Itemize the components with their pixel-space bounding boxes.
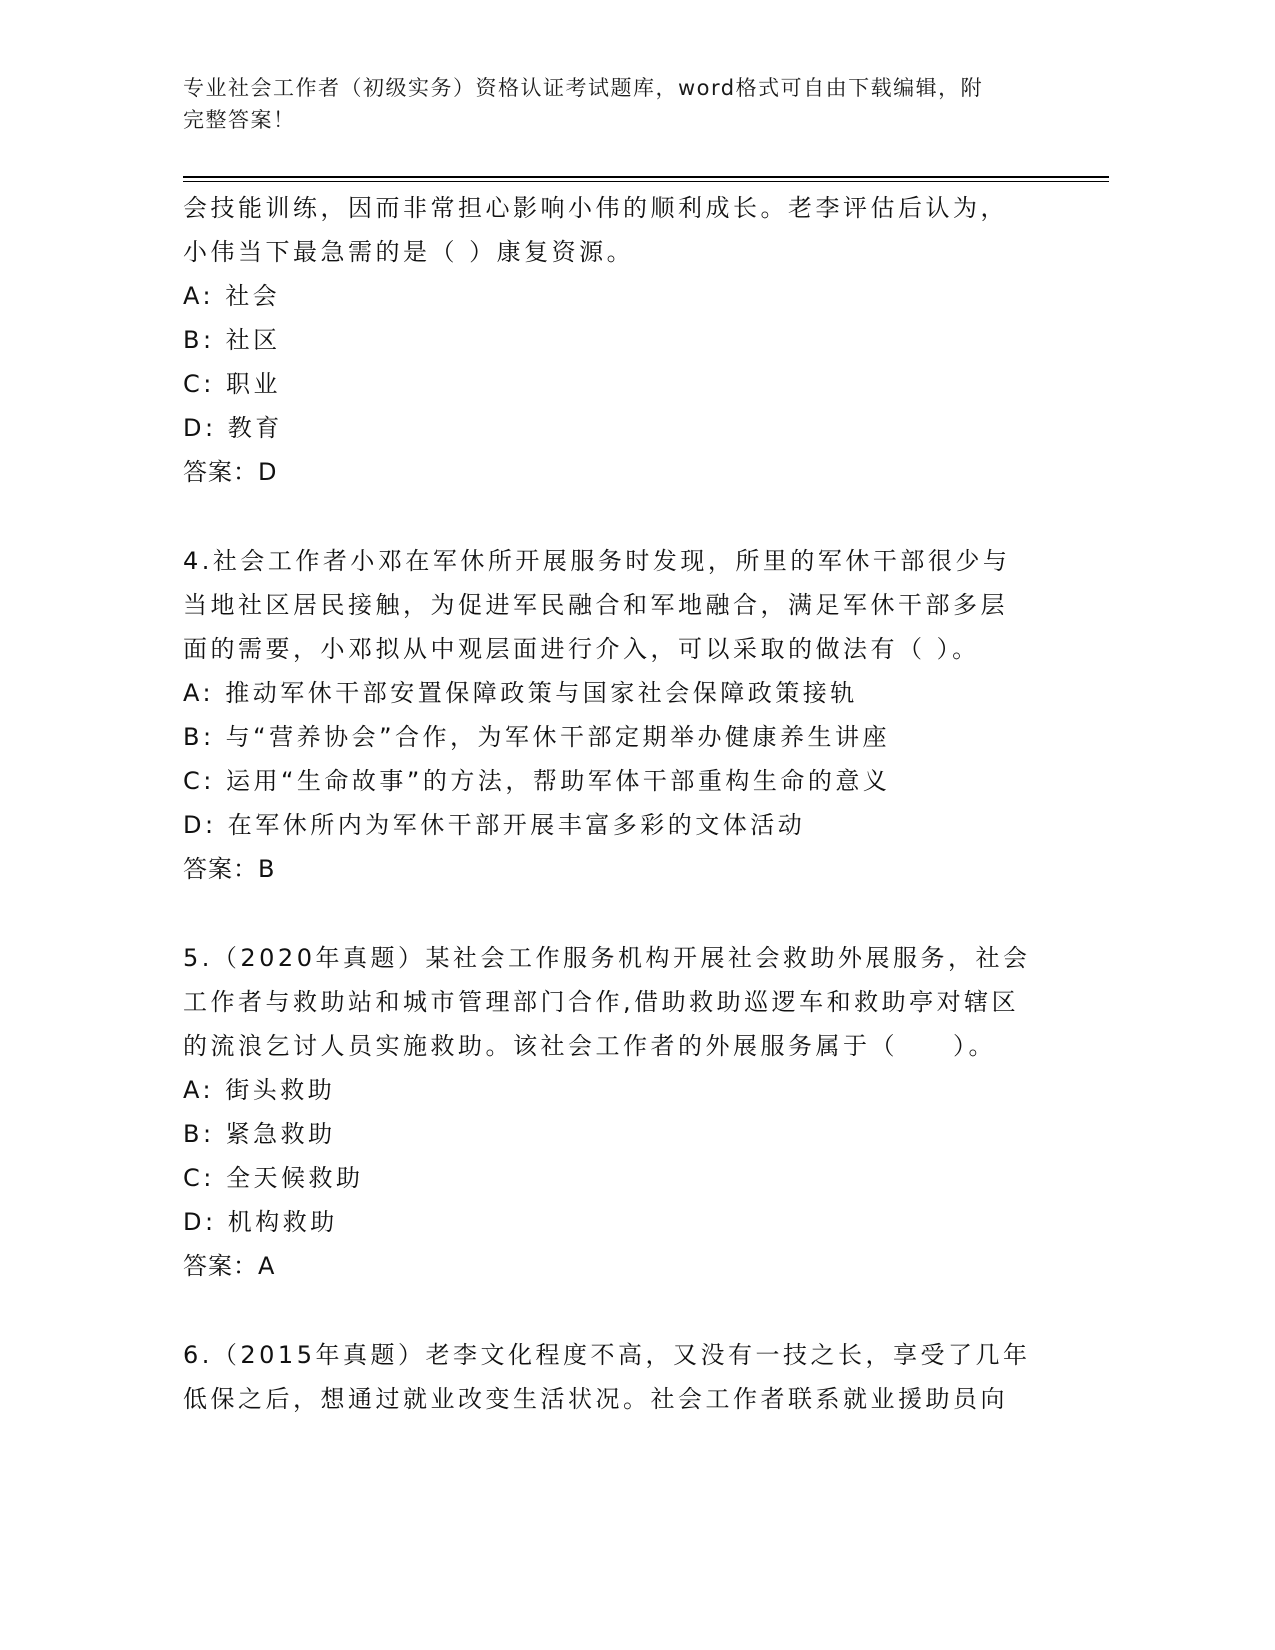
question-5: [183, 936, 1063, 1288]
page-header: [183, 72, 1063, 136]
answer-line: 答案：A: [183, 1252, 276, 1280]
option-d: D: 机构救助: [183, 1208, 338, 1236]
option-c: C: 运用“生命故事”的方法，帮助军体干部重构生命的意义: [183, 767, 891, 795]
question-stem-line: 6.（2015年真题）老李文化程度不高，又没有一技之长，享受了几年: [183, 1341, 1031, 1369]
header-divider-thick: [183, 176, 1109, 178]
question-stem-line: 4.社会工作者小邓在军休所开展服务时发现，所里的军休干部很少与: [183, 547, 1011, 575]
question-content: [183, 186, 1063, 1421]
question-4: [183, 539, 1063, 891]
option-a: A: 推动军休干部安置保障政策与国家社会保障政策接轨: [183, 679, 858, 707]
question-stem-line: 面的需要，小邓拟从中观层面进行介入，可以采取的做法有（ ）。: [183, 635, 980, 663]
option-d: D: 教育: [183, 414, 283, 442]
question-6: [183, 1333, 1063, 1421]
question-stem-line: 低保之后，想通过就业改变生活状况。社会工作者联系就业援助员向: [183, 1385, 1008, 1413]
question-stem-line: 小伟当下最急需的是（ ）康复资源。: [183, 238, 635, 266]
answer-line: 答案：B: [183, 855, 276, 883]
header-divider-thin: [183, 181, 1109, 182]
question-stem-line: 当地社区居民接触，为促进军民融合和军地融合，满足军休干部多层: [183, 591, 1008, 619]
option-d: D: 在军休所内为军休干部开展丰富多彩的文体活动: [183, 811, 806, 839]
question-stem-line: 的流浪乞讨人员实施救助。该社会工作者的外展服务属于（ ）。: [183, 1032, 996, 1060]
question-stem-line: 5.（2020年真题）某社会工作服务机构开展社会救助外展服务，社会: [183, 944, 1031, 972]
option-a: A: 社会: [183, 282, 281, 310]
header-line-1: 专业社会工作者（初级实务）资格认证考试题库，word格式可自由下载编辑，附: [183, 76, 984, 100]
option-b: B: 紧急救助: [183, 1120, 336, 1148]
option-b: B: 与“营养协会”合作，为军休干部定期举办健康养生讲座: [183, 723, 891, 751]
option-c: C: 职业: [183, 370, 281, 398]
question-3: [183, 186, 1063, 494]
answer-line: 答案：D: [183, 458, 278, 486]
option-b: B: 社区: [183, 326, 281, 354]
option-a: A: 街头救助: [183, 1076, 336, 1104]
question-stem-line: 工作者与救助站和城市管理部门合作,借助救助巡逻车和救助亭对辖区: [183, 988, 1020, 1016]
header-line-2: 完整答案！: [183, 108, 296, 132]
option-c: C: 全天候救助: [183, 1164, 364, 1192]
question-stem-line: 会技能训练，因而非常担心影响小伟的顺利成长。老李评估后认为，: [183, 194, 1008, 222]
